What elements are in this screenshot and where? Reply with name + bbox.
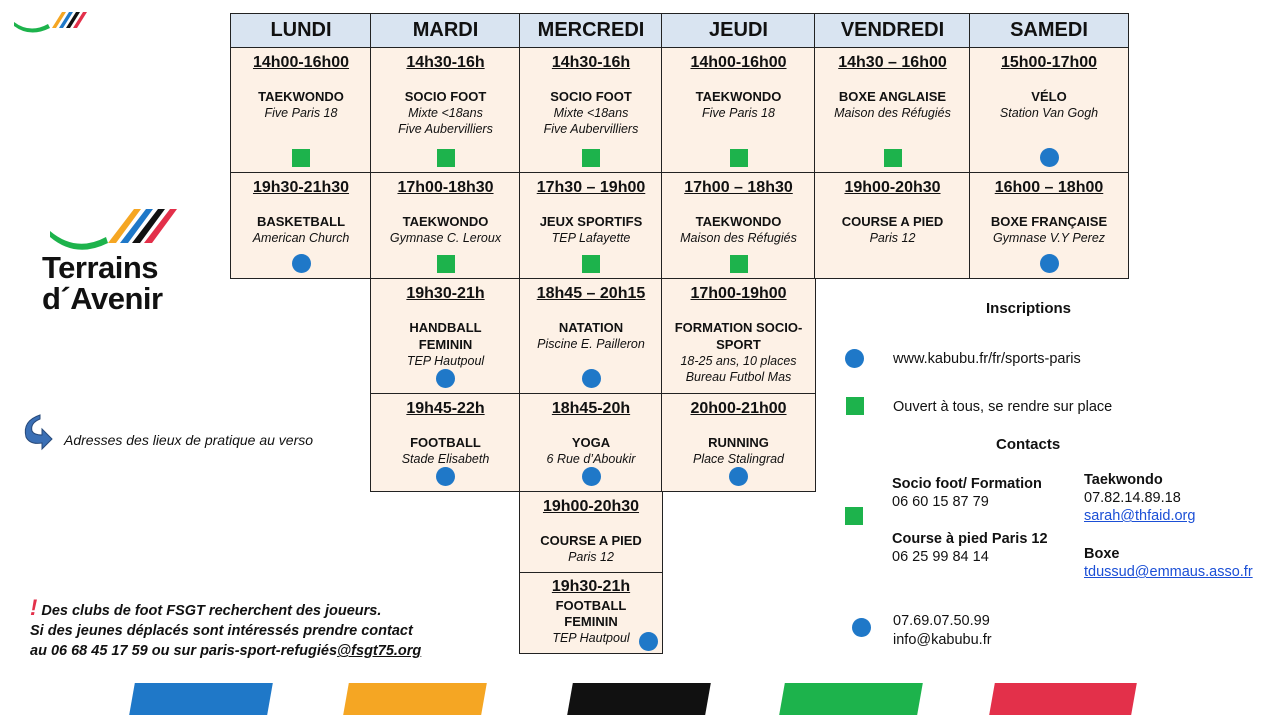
cell-time: 18h45 – 20h15 — [536, 285, 646, 302]
cell-place: Stade Elisabeth — [401, 452, 490, 466]
cell-place: TEP Hautpoul — [406, 354, 485, 368]
cell-sport: SOCIO FOOT — [404, 89, 487, 104]
cell-time: 14h00-16h00 — [690, 54, 787, 71]
cell-sport: BOXE ANGLAISE — [838, 89, 947, 104]
contact-boxe-email[interactable]: tdussud@emmaus.asso.fr — [1084, 564, 1253, 580]
day-header-vendredi: VENDREDI — [814, 13, 971, 48]
green-square-icon — [846, 397, 864, 415]
cell-place: Place Stalingrad — [692, 452, 785, 466]
green-square-icon — [582, 255, 600, 273]
cell-place-2: Bureau Futbol Mas — [685, 370, 792, 384]
schedule-cell-mercredi-4 — [519, 393, 663, 492]
contact-boxe-label: Boxe — [1084, 546, 1120, 562]
cell-place: American Church — [252, 231, 350, 245]
contact-taekwondo-email[interactable]: sarah@thfaid.org — [1084, 508, 1196, 524]
cell-place: Maison des Réfugiés — [834, 106, 951, 120]
day-header-mardi: MARDI — [370, 13, 521, 48]
contact-socio-label: Socio foot/ Formation — [892, 476, 1042, 492]
cell-place: TEP Hautpoul — [552, 631, 630, 645]
cell-sport: TAEKWONDO — [695, 89, 782, 104]
contacts-title: Contacts — [996, 436, 1061, 453]
blue-circle-icon — [292, 254, 311, 273]
stripe-yellow — [343, 683, 487, 715]
logo-line1: Terrains — [42, 250, 159, 285]
cell-time: 17h30 – 19h00 — [536, 179, 646, 196]
cell-time: 14h00-16h00 — [252, 54, 350, 71]
schedule-cell-jeudi-4 — [661, 393, 816, 492]
inscriptions-title: Inscriptions — [986, 300, 1072, 317]
schedule-cell-mercredi-3 — [519, 278, 663, 394]
cell-sport: COURSE A PIED — [841, 214, 944, 229]
green-square-icon — [582, 149, 600, 167]
cell-sport: TAEKWONDO — [695, 214, 782, 229]
stripe-blue — [129, 683, 273, 715]
schedule-cell-vendredi-1 — [814, 47, 971, 173]
cell-sport: NATATION — [558, 320, 624, 335]
small-logo-icon — [12, 8, 88, 34]
cell-sport: BASKETBALL — [256, 214, 346, 229]
cell-sport: TAEKWONDO — [402, 214, 489, 229]
cell-place: Paris 12 — [869, 231, 916, 245]
fsgt-line3: au 06 68 45 17 59 ou sur paris-sport-refugiés — [30, 643, 338, 659]
schedule-cell-jeudi-2 — [661, 172, 816, 279]
cell-sport: JEUX SPORTIFS — [539, 214, 643, 229]
cell-place: Maison des Réfugiés — [680, 231, 797, 245]
schedule-cell-mercredi-5 — [519, 491, 663, 573]
terrains-davenir-logo-icon — [46, 207, 186, 253]
schedule-cell-samedi-2 — [969, 172, 1129, 279]
schedule-cell-mercredi-6 — [519, 572, 663, 654]
contact-boxe — [1084, 545, 1253, 581]
stripe-green — [779, 683, 923, 715]
cell-time: 17h00-18h30 — [397, 179, 494, 196]
cell-place: TEP Lafayette — [551, 231, 631, 245]
cell-time: 18h45-20h — [551, 400, 631, 417]
cell-sport: FOOTBALL — [555, 598, 627, 613]
cell-sport-2: FEMININ — [418, 337, 473, 352]
day-header-mercredi: MERCREDI — [519, 13, 663, 48]
schedule-cell-mercredi-1 — [519, 47, 663, 173]
cell-sport: YOGA — [571, 435, 611, 450]
schedule-cell-mardi-4 — [370, 393, 521, 492]
day-header-samedi: SAMEDI — [969, 13, 1129, 48]
cell-place: 18-25 ans, 10 places — [680, 354, 797, 368]
cell-time: 14h30-16h — [551, 54, 631, 71]
contact-taekwondo-label: Taekwondo — [1084, 472, 1163, 488]
contact-kabubu — [893, 612, 992, 650]
cell-time: 19h30-21h — [551, 578, 631, 595]
cell-sport: FOOTBALL — [410, 435, 481, 450]
schedule-cell-samedi-1 — [969, 47, 1129, 173]
day-header-jeudi: JEUDI — [661, 13, 816, 48]
schedule-cell-mardi-3 — [370, 278, 521, 394]
green-square-icon — [730, 255, 748, 273]
cell-place: 6 Rue d’Aboukir — [546, 452, 636, 466]
contact-kabubu-email[interactable]: info@kabubu.fr — [893, 632, 992, 648]
schedule-cell-mardi-2 — [370, 172, 521, 279]
inscriptions-circle-text[interactable]: www.kabubu.fr/fr/sports-paris — [893, 351, 1081, 367]
cell-time: 14h30 – 16h00 — [838, 54, 947, 71]
blue-circle-icon — [639, 632, 658, 651]
cell-time: 19h30-21h30 — [252, 179, 350, 196]
cell-sport: FORMATION SOCIO- — [674, 320, 803, 335]
contact-socio-phone: 06 60 15 87 79 — [892, 494, 989, 510]
cell-place: Gymnase V.Y Perez — [992, 231, 1106, 245]
cell-time: 16h00 – 18h00 — [994, 179, 1104, 196]
cell-sport: SOCIO FOOT — [550, 89, 632, 104]
cell-sport: RUNNING — [708, 435, 769, 450]
schedule-cell-mardi-1 — [370, 47, 521, 173]
cell-place: Mixte <18ans — [408, 106, 483, 120]
green-square-icon — [292, 149, 310, 167]
blue-circle-icon — [845, 349, 864, 368]
schedule-cell-lundi-2 — [230, 172, 372, 279]
cell-place-2: Five Aubervilliers — [543, 122, 639, 136]
contact-socio — [892, 475, 1042, 511]
green-square-icon — [730, 149, 748, 167]
blue-circle-icon — [729, 467, 748, 486]
cell-place: Piscine E. Pailleron — [537, 337, 645, 351]
cell-sport: TAEKWONDO — [258, 89, 344, 104]
contact-taekwondo-phone: 07.82.14.89.18 — [1084, 490, 1181, 506]
cell-sport: HANDBALL — [409, 320, 482, 335]
cell-time: 19h30-21h — [406, 285, 485, 302]
cell-place: Mixte <18ans — [553, 106, 629, 120]
green-square-icon — [884, 149, 902, 167]
green-square-icon — [845, 507, 863, 525]
contact-course — [892, 530, 1048, 566]
green-square-icon — [437, 149, 455, 167]
cell-sport: VÉLO — [1031, 89, 1067, 104]
cell-place: Five Paris 18 — [702, 106, 775, 120]
blue-circle-icon — [1040, 148, 1059, 167]
schedule-cell-jeudi-1 — [661, 47, 816, 173]
schedule-cell-lundi-1 — [230, 47, 372, 173]
contact-taekwondo — [1084, 471, 1195, 525]
fsgt-line2: Si des jeunes déplacés sont intéressés prendre contact — [30, 623, 413, 639]
stripe-red — [989, 683, 1137, 715]
cell-sport-2: SPORT — [716, 337, 761, 352]
fsgt-email-link[interactable]: @fsgt75.org — [337, 643, 422, 659]
blue-circle-icon — [582, 467, 601, 486]
cell-time: 19h00-20h30 — [542, 498, 640, 515]
stripe-black — [567, 683, 711, 715]
schedule-cell-mercredi-2 — [519, 172, 663, 279]
contact-course-phone: 06 25 99 84 14 — [892, 549, 989, 565]
logo-line2: d´Avenir — [42, 281, 163, 316]
cell-place: Gymnase C. Leroux — [389, 231, 502, 245]
cell-sport: COURSE A PIED — [540, 533, 642, 548]
day-header-lundi: LUNDI — [230, 13, 372, 48]
schedule-cell-jeudi-3 — [661, 278, 816, 394]
cell-place-2: Five Aubervilliers — [398, 122, 493, 136]
green-square-icon — [437, 255, 455, 273]
contact-course-label: Course à pied Paris 12 — [892, 531, 1048, 547]
blue-circle-icon — [436, 369, 455, 388]
verso-note: Adresses des lieux de pratique au verso — [64, 432, 314, 448]
blue-circle-icon — [582, 369, 601, 388]
cell-sport: BOXE FRANÇAISE — [990, 214, 1108, 229]
blue-circle-icon — [1040, 254, 1059, 273]
blue-circle-icon — [852, 618, 871, 637]
inscriptions-square-text: Ouvert à tous, se rendre sur place — [893, 399, 1113, 415]
schedule-cell-vendredi-2 — [814, 172, 971, 279]
cell-time: 14h30-16h — [406, 54, 485, 71]
cell-time: 19h45-22h — [406, 400, 485, 417]
curved-arrow-icon — [20, 413, 54, 451]
cell-sport-2: FEMININ — [564, 614, 618, 629]
cell-place: Five Paris 18 — [264, 106, 338, 120]
cell-time: 17h00 – 18h30 — [684, 179, 793, 196]
cell-place: Paris 12 — [568, 550, 614, 564]
blue-circle-icon — [436, 467, 455, 486]
exclamation-icon: ! — [30, 595, 38, 620]
cell-place: Station Van Gogh — [999, 106, 1099, 120]
cell-time: 20h00-21h00 — [690, 400, 787, 417]
fsgt-note — [30, 595, 455, 661]
cell-time: 15h00-17h00 — [1000, 54, 1098, 71]
cell-time: 19h00-20h30 — [844, 179, 941, 196]
cell-time: 17h00-19h00 — [690, 285, 787, 302]
contact-kabubu-phone: 07.69.07.50.99 — [893, 613, 990, 629]
fsgt-line1: Des clubs de foot FSGT recherchent des joueurs. — [41, 603, 382, 619]
